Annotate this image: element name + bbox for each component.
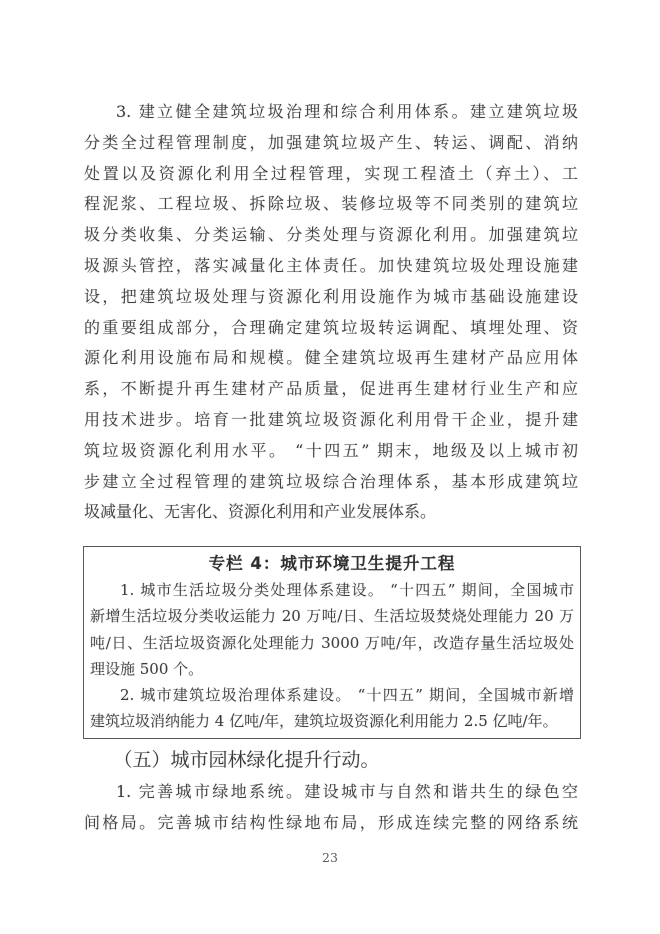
text-line: 处置以及资源化利用全过程管理，实现工程渣土（弃土）、工 bbox=[84, 163, 578, 183]
box-text-line: 1. 城市生活垃圾分类处理体系建设。 “十四五” 期间，全国城市 bbox=[120, 581, 574, 599]
callout-box-column4 bbox=[83, 546, 581, 739]
text-line: 圾分类收集、分类运输、分类处理与资源化利用。加强建筑垃 bbox=[84, 225, 578, 245]
box-text-line: 新增生活垃圾分类收运能力 20 万吨/日、生活垃圾焚烧处理能力 20 万 bbox=[90, 607, 574, 626]
section-five-garden-greening bbox=[84, 745, 578, 838]
box-text-line: 建筑垃圾消纳能力 4 亿吨/年，建筑垃圾资源化利用能力 2.5 亿吨/年。 bbox=[90, 712, 558, 731]
page-number: 23 bbox=[322, 850, 338, 865]
box-text-line: 2. 城市建筑垃圾治理体系建设。 “十四五” 期间，全国城市新增 bbox=[120, 686, 574, 705]
text-line: 分类全过程管理制度，加强建筑垃圾产生、转运、调配、消纳 bbox=[84, 132, 578, 152]
text-line: 圾减量化、无害化、资源化利用和产业发展体系。 bbox=[84, 502, 437, 522]
text-line: 设，把建筑垃圾处理与资源化利用设施作为城市基础设施建设 bbox=[84, 286, 578, 306]
box-text-line: 理设施 500 个。 bbox=[90, 659, 204, 678]
text-line: 1. 完善城市绿地系统。建设城市与自然和谐共生的绿色空 bbox=[116, 782, 578, 801]
text-line: 步建立全过程管理的建筑垃圾综合治理体系，基本形成建筑垃 bbox=[84, 471, 578, 491]
text-line: 程泥浆、工程垃圾、拆除垃圾、装修垃圾等不同类别的建筑垃 bbox=[84, 194, 578, 214]
text-line: 筑垃圾资源化利用水平。 “十四五” 期末，地级及以上城市初 bbox=[84, 440, 578, 460]
text-line: 系，不断提升再生建材产品质量，促进再生建材行业生产和应 bbox=[84, 379, 578, 399]
text-line: 源化利用设施布局和规模。健全建筑垃圾再生建材产品应用体 bbox=[84, 348, 578, 368]
paragraph-construction-waste-system bbox=[84, 97, 578, 528]
text-line: 间格局。完善城市结构性绿地布局，形成连续完整的网络系统 bbox=[84, 813, 578, 832]
text-line: 用技术进步。培育一批建筑垃圾资源化利用骨干企业，提升建 bbox=[84, 409, 578, 429]
box-text-line: 吨/日、生活垃圾资源化处理能力 3000 万吨/年，改造存量生活垃圾处 bbox=[90, 633, 574, 652]
text-line: 圾源头管控，落实减量化主体责任。加快建筑垃圾处理设施建 bbox=[84, 255, 578, 275]
text-line: 的重要组成部分，合理确定建筑垃圾转运调配、填埋处理、资 bbox=[84, 317, 578, 337]
text-line: 3. 建立健全建筑垃圾治理和综合利用体系。建立建筑垃圾 bbox=[116, 102, 578, 121]
callout-box-title: 专栏 4：城市环境卫生提升工程 bbox=[208, 554, 456, 573]
section-heading: （五）城市园林绿化提升行动。 bbox=[113, 749, 380, 771]
